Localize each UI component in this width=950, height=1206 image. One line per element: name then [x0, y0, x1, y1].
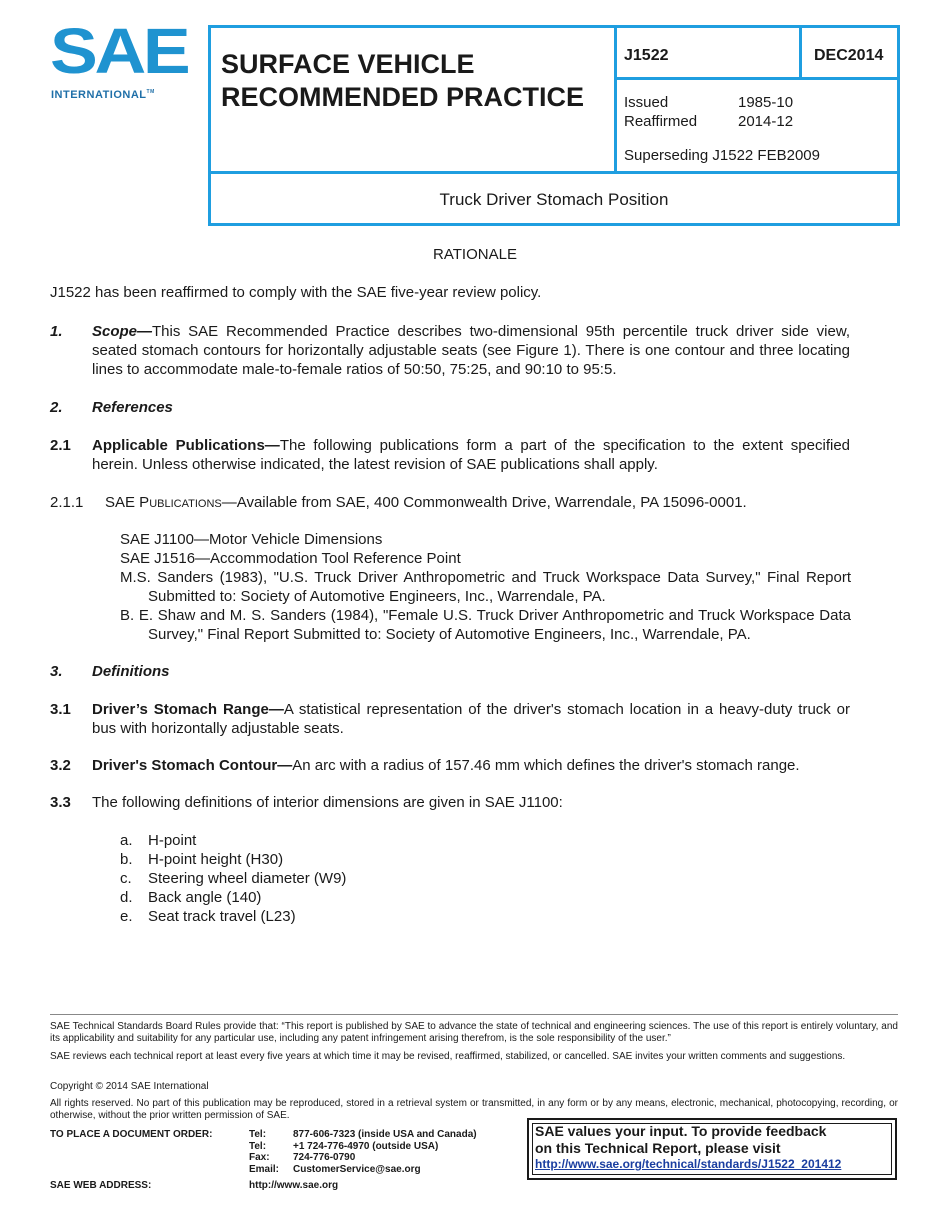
contact-labels: Tel: Tel: Fax: Email:	[249, 1129, 280, 1175]
section-stomach-range	[92, 700, 850, 738]
list-item: e. Seat track travel (L23)	[120, 908, 296, 925]
section-text: An arc with a radius of 157.46 mm which defines the driver's stomach range.	[292, 757, 800, 774]
superseding-note: Superseding J1522 FEB2009	[624, 147, 820, 164]
footer-rights: All rights reserved. No part of this publication may be reproduced, stored in a retrieval system or transmitted, in any form or by any means, electronic, mechanical, photocopying, recording, or otherwise, without the prior written permission of SAE.	[50, 1098, 898, 1121]
section-title: References	[92, 399, 173, 416]
logo-wordmark: SAE	[50, 15, 188, 87]
fax: 724-776-0790	[293, 1152, 356, 1163]
reference-item: SAE J1100—Motor Vehicle Dimensions	[120, 531, 383, 548]
section-number: 2.	[50, 399, 63, 416]
section-title: Driver’s Stomach Range—	[92, 701, 284, 718]
contact-values	[293, 1129, 477, 1175]
feedback-box	[527, 1118, 897, 1180]
section-sae-publications: SAE PUBLICATIONS—Available from SAE, 400 Commonwealth Drive, Warrendale, PA 15096-0001.	[105, 494, 747, 511]
feedback-link[interactable]: http://www.sae.org/technical/standards/J1522_201412	[535, 1157, 842, 1171]
section-applicable-publications	[92, 436, 850, 474]
section-scope	[92, 322, 850, 379]
section-title: Driver's Stomach Contour—	[92, 757, 293, 774]
section-number: 3.	[50, 663, 63, 680]
section-title: Definitions	[92, 663, 170, 680]
section-text: The following definitions of interior dimensions are given in SAE J1100:	[92, 794, 563, 811]
section-number: 3.3	[50, 794, 71, 811]
footer-rules: SAE Technical Standards Board Rules provide that: “This report is published by SAE to advance the state of technical and engineering sciences. The use of this report is entirely voluntary, and its applicability and suitability for any particular use, including any patent infringement arising therefrom, is the sole responsibility of the user.”	[50, 1021, 898, 1044]
feedback-text: SAE values your input. To provide feedback on this Technical Report, please visit	[535, 1123, 827, 1156]
document-header	[208, 25, 900, 226]
section-text: A statistical representation of the driver's stomach location in a heavy-duty truck or bus with horizontally adjustable seats.	[92, 701, 850, 737]
history-row: Reaffirmed 2014-12	[624, 113, 794, 130]
document-type: SURFACE VEHICLE RECOMMENDED PRACTICE	[221, 49, 585, 112]
rationale-text: J1522 has been reaffirmed to comply with the SAE five-year review policy.	[50, 284, 542, 301]
header-divider	[799, 28, 802, 80]
reference-item: M.S. Sanders (1983), "U.S. Truck Driver Anthropometric and Truck Workspace Data Survey," Final Report Submitted to: Society of Automotive Engineers, Inc., Warrendale, PA.	[120, 569, 851, 605]
section-text: The following publications form a part of the specification to the extent specified herein. Unless otherwise indicated, the latest revision of SAE publications shall apply.	[92, 437, 851, 473]
header-divider	[614, 28, 617, 174]
footer-copyright: Copyright © 2014 SAE International	[50, 1081, 209, 1092]
web-address-link[interactable]: http://www.sae.org	[249, 1180, 339, 1191]
footer-divider	[50, 1014, 898, 1015]
footer-review: SAE reviews each technical report at least every five years at which time it may be revised, reaffirmed, stabilized, or cancelled. SAE invites your written comments and suggestions.	[50, 1051, 846, 1062]
list-item: d. Back angle (140)	[120, 889, 262, 906]
section-number: 2.1.1	[50, 494, 84, 511]
document-history	[624, 93, 793, 131]
section-number: 1.	[50, 323, 63, 340]
web-address-label: SAE WEB ADDRESS:	[50, 1180, 152, 1191]
section-stomach-contour	[92, 756, 850, 775]
section-title: Scope—	[92, 323, 153, 340]
dimensions-list	[120, 831, 346, 926]
reference-item: B. E. Shaw and M. S. Sanders (1984), "Female U.S. Truck Driver Anthropometric and Truck Workspace Data Survey," Final Report Submitted to: Society of Automotive Engineers, Inc., Warrendale, PA.	[120, 607, 851, 643]
rationale-heading: RATIONALE	[433, 246, 517, 263]
list-item: a. H-point	[120, 832, 197, 849]
section-text: This SAE Recommended Practice describes two-dimensional 95th percentile truck driver side view, seated stomach contours for horizontally adjustable seats (see Figure 1). There is one contour and three locating lines to accommodate male-to-female ratios of 50:50, 75:25, and 90:10 to 95:5.	[92, 323, 850, 378]
header-divider	[614, 77, 897, 80]
history-row: Issued 1985-10	[624, 94, 794, 111]
phone-us: 877-606-7323 (inside USA and Canada)	[293, 1129, 477, 1140]
section-number: 2.1	[50, 437, 71, 454]
header-divider	[211, 171, 897, 174]
order-label: TO PLACE A DOCUMENT ORDER:	[50, 1129, 213, 1140]
phone-intl: +1 724-776-4970 (outside USA)	[293, 1140, 439, 1152]
list-item: b. H-point height (H30)	[120, 851, 284, 868]
section-number: 3.2	[50, 757, 71, 774]
email-link[interactable]: CustomerService@sae.org	[293, 1163, 421, 1175]
section-number: 3.1	[50, 701, 71, 718]
document-title: Truck Driver Stomach Position	[439, 190, 669, 209]
list-item: c. Steering wheel diameter (W9)	[120, 870, 347, 887]
reference-item: SAE J1516—Accommodation Tool Reference Point	[120, 550, 461, 567]
document-date: DEC2014	[814, 47, 884, 64]
sae-logo: SAE INTERNATIONAL™	[50, 15, 188, 101]
section-title: Applicable Publications—	[92, 437, 280, 454]
document-number: J1522	[624, 47, 669, 64]
references-list	[120, 530, 851, 644]
logo-subtitle: INTERNATIONAL	[51, 89, 147, 101]
